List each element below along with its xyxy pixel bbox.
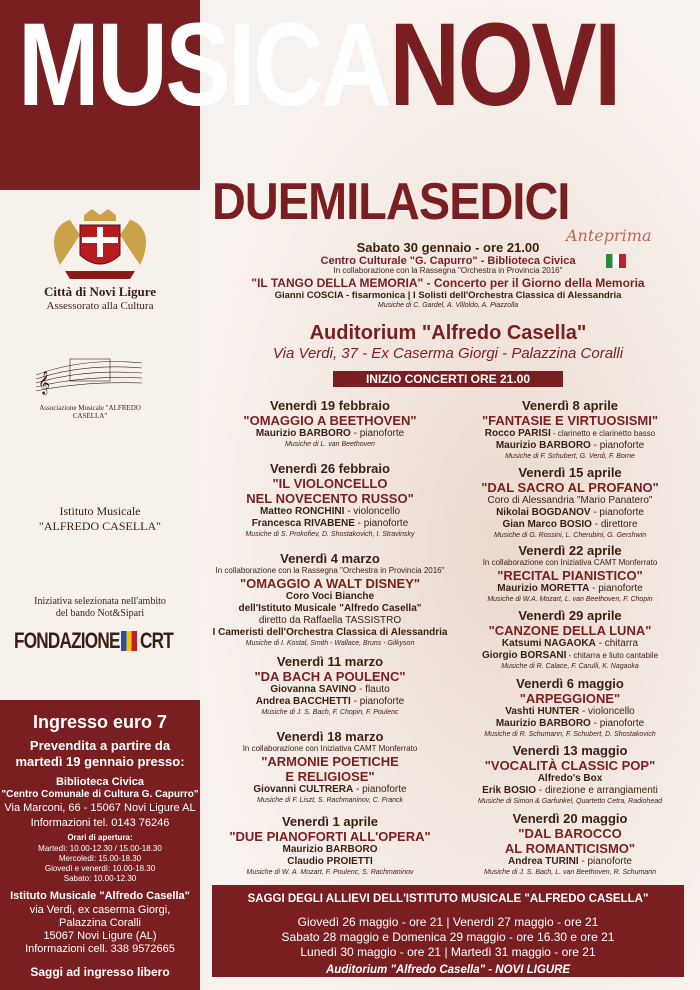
event-title: "DUE PIANOFORTI ALL'OPERA" [229,829,431,844]
anteprima-title: "IL TANGO DELLA MEMORIA" [251,276,424,290]
svg-text:𝄞: 𝄞 [38,372,50,394]
performer-name: Andrea TURINI [508,856,579,867]
performer-role: - pianoforte [590,440,645,451]
performer-name: Maurizio BARBORO [282,844,378,855]
istituto-name: Istituto Musicale "Alfredo Casella" [10,890,190,902]
orari-4: Sabato: 10.00-12.30 [63,874,137,883]
event-date: Venerdì 18 marzo [276,729,384,744]
performer-name: Giorgio BORSANI [481,650,567,661]
event-date: Venerdì 20 maggio [512,811,628,826]
event-title: "OMAGGIO A BEETHOVEN" [243,413,417,428]
saggi-line1: Giovedì 26 maggio - ore 21 | Venerdì 27 maggio - ore 21 [297,915,599,929]
performer-name: Maurizio BARBORO [495,718,591,729]
event-title: "FANTASIE E VIRTUOSISMI" [481,413,659,428]
event-title: "ARMONIE POETICHE [261,754,399,769]
anteprima-collab: In collaborazione con la Rassegna "Orchestra in Provincia 2016" [333,266,563,275]
music-staff-icon [34,355,144,400]
prevendita-line1: Prevendita a partire da [29,738,171,753]
event-right-5 [452,676,688,739]
venue-name: Auditorium "Alfredo Casella" [309,322,587,344]
event-music: Musiche di R. Schumann, F. Schubert, D. Shostakovich [484,731,656,738]
biblioteca: Biblioteca Civica [55,776,145,788]
event-date: Venerdì 13 maggio [512,743,628,758]
saggi-free-entry: Saggi ad ingresso libero [30,965,170,979]
ingresso-price: Ingresso euro 7 [32,712,168,732]
fondazione-text: FONDAZIONE [14,628,120,653]
event-music: Musiche di J. S. Bach, L. van Beethoven, R. Schumann [484,869,656,876]
event-note: In collaborazione con Iniziativa CAMT Monferrato [242,744,418,753]
fondazione-crt-logo [14,628,189,656]
event-right-4 [452,608,688,671]
event-title-line2: AL ROMANTICISMO" [504,841,636,856]
event-right-7 [452,811,688,877]
performer-name: Coro di Alessandria "Mario Panatero" [487,495,653,506]
anteprima-performers: Gianni COSCIA - fisarmonica | I Solisti dell'Orchestra Classica di Alessandria [274,290,622,301]
performer-role: - violoncello [344,506,401,517]
start-time-banner: INIZIO CONCERTI ORE 21.00 [333,371,563,387]
performer-role: - pianoforte [590,507,644,518]
event-music: Musiche di Simon & Garfunkel, Quartetto Cetra, Radiohead [477,798,663,805]
event-title: "DAL SACRO AL PROFANO" [481,480,659,495]
performer-role: - pianoforte [350,428,405,439]
event-music: Musiche di S. Prokofiev, D. Shostakovich, I. Stravinsky [245,531,415,538]
association-name: Associazione Musicale "ALFREDO CASELLA" [39,404,141,420]
performer-role: - chitarra [595,638,639,649]
iniziativa-line1: Iniziativa selezionata nell'ambito [34,596,166,607]
saggi-venue: Auditorium "Alfredo Casella" - NOVI LIGURE [325,964,571,976]
event-left-1 [212,398,448,449]
performer-role: - flauto [356,684,390,695]
performer-name: Giovanna SAVINO [270,684,357,695]
event-title: "ARPEGGIONE" [519,691,621,706]
title-white-part: MUSICA [18,0,390,131]
event-date: Venerdì 15 aprile [518,465,622,480]
event-date: Venerdì 4 marzo [280,551,380,566]
saggi-box [212,885,684,977]
performer-role: - clarinetto e clarinetto basso [550,429,656,438]
anteprima-title-suffix: - Concerto per il Giorno della Memoria [423,276,645,290]
event-music: Musiche di R. Calace, F. Carulli, K. Nagaoka [501,663,639,670]
orari-3: Giovedì e venerdì: 10.00-18.30 [44,864,156,873]
event-title: "OMAGGIO A WALT DISNEY" [239,576,421,591]
subtitle: DUEMILASEDICI [212,173,570,231]
event-left-4 [212,654,448,717]
event-left-2 [212,461,448,539]
event-music: Musiche di F. Schubert, G. Verdi, F. Borne [505,453,635,460]
performer-role: - direzione e arrangiamenti [536,785,658,796]
performer-name: Nikolai BOGDANOV [496,507,591,518]
event-title: "IL VIOLONCELLO [272,476,388,491]
performer-name: Giovanni CULTRERA [253,784,354,795]
event-left-6 [212,814,448,877]
performer-name: dell'Istituto Musicale "Alfredo Casella" [238,603,422,614]
performer-name: Vashti HUNTER [505,706,580,717]
event-date: Venerdì 26 febbraio [270,461,390,476]
event-title-line2: E RELIGIOSE" [285,769,375,784]
performer-role: - violoncello [579,706,635,717]
anteprima-venue: Centro Culturale "G. Capurro" - Biblioteca Civica [320,255,576,267]
event-date: Venerdì 8 aprile [521,398,619,413]
event-title: "DA BACH A POULENC" [254,669,406,684]
event-date: Venerdì 1 aprile [281,814,379,829]
performer-name: Alfredo's Box [537,773,603,784]
event-date: Venerdì 29 aprile [518,608,622,623]
event-right-3 [452,543,688,604]
city-name: Città di Novi Ligure [43,284,157,299]
saggi-line3: Lunedì 30 maggio - ore 21 | Martedì 31 maggio - ore 21 [300,945,596,959]
performer-name: Erik BOSIO [482,785,537,796]
anteprima-date: Sabato 30 gennaio - ore 21.00 [356,240,540,255]
istituto-line1: Istituto Musicale [59,504,141,518]
orari-2: Mercoledì: 15.00-18.30 [58,854,142,863]
event-music: Musiche di F. Liszt, S. Rachmaninov, C. Franck [256,797,403,804]
main-title [18,0,619,131]
anteprima-title-line [212,276,684,290]
istituto-address-1: via Verdi, ex caserma Giorgi, [29,904,171,916]
event-note: In collaborazione con la Rassegna "Orchestra in Provincia 2016" [215,566,445,575]
venue-address: Via Verdi, 37 - Ex Caserma Giorgi - Palazzina Coralli [272,345,624,362]
event-left-3 [212,551,448,648]
performer-role: - pianoforte [589,583,643,594]
city-crest-icon [40,205,160,285]
event-date: Venerdì 6 maggio [516,676,624,691]
performer-role: - pianoforte [350,696,405,707]
istituto-line2: "ALFREDO CASELLA" [38,519,162,533]
performer-name: Rocco PARISI [484,428,551,439]
performer-name: Katsumi NAGAOKA [501,638,596,649]
event-title: "RECITAL PIANISTICO" [497,568,643,583]
performer-name: Maurizio BARBORO [495,440,591,451]
performer-role: - direttore [591,519,638,530]
biblioteca-address: Via Marconi, 66 - 15067 Novi Ligure AL [4,802,196,814]
performer-role: - pianoforte [353,784,407,795]
biblioteca-centro: "Centro Comunale di Cultura G. Capurro" [1,789,199,800]
event-music: Musiche di G. Rossini, L. Cherubini, G. Gershwin [493,532,647,539]
event-right-6 [452,743,688,806]
event-music: Musiche di L. van Beethoven [285,441,375,448]
performer-role: - chitarra e liuto cantabile [566,651,659,660]
event-left-5 [212,729,448,805]
event-date: Venerdì 11 marzo [276,654,384,669]
event-note: In collaborazione con Iniziativa CAMT Monferrato [482,558,658,567]
anteprima-music: Musiche di C. Gardel, A. Villoldo, A. Piazzolla [377,302,519,309]
event-right-2 [452,465,688,540]
performer-direction: diretto da Raffaella TASSISTRO [258,615,402,626]
event-music: Musiche di W.A. Mozart, L. van Beethoven, F. Chopin [487,596,653,603]
iniziativa-line2: del bando Not&Sipari [55,608,145,619]
orari-label: Orari di apertura: [67,833,133,842]
performer-role: - pianoforte [354,518,409,529]
event-title-line2: NEL NOVECENTO RUSSO" [246,491,414,506]
performer-role: - pianoforte [578,856,632,867]
performer-name: Maurizio BARBORO [255,428,351,439]
title-red-part: NOVI [389,0,619,131]
performer-name: Matteo RONCHINI [259,506,345,517]
prevendita-line2: martedì 19 gennaio presso: [15,754,185,769]
italy-flag-icon [606,254,626,268]
performer-name: Gian Marco BOSIO [502,519,592,530]
performer-role: - pianoforte [590,718,645,729]
istituto-phone: Informazioni cell. 338 9572665 [25,943,175,955]
orari-1: Martedì: 10.00-12.30 / 15.00-18.30 [38,844,162,853]
istituto-address-2: Palazzina Coralli [59,917,141,929]
event-title: "VOCALITÀ CLASSIC POP" [484,758,656,773]
event-title: "DAL BAROCCO [518,826,622,841]
performer-name: Andrea BACCHETTI [255,696,351,707]
performer-name: I Cameristi dell'Orchestra Classica di Alessandria [212,627,448,638]
saggi-heading: SAGGI DEGLI ALLIEVI DELL'ISTITUTO MUSICALE "ALFREDO CASELLA" [247,893,649,905]
event-music: Musiche di J. S. Bach, F. Chopin, F. Poulenc [261,709,399,716]
anteprima-label: Anteprima [566,226,652,245]
event-right-1 [452,398,688,461]
biblioteca-phone: Informazioni tel. 0143 76246 [30,817,170,829]
assessorato: Assessorato alla Cultura [46,300,154,312]
event-date: Venerdì 22 aprile [518,543,622,558]
event-date: Venerdì 19 febbraio [270,398,390,413]
crt-text: CRT [140,628,173,653]
performer-name: Coro Voci Bianche [285,591,375,602]
event-music: Musiche di W. A. Mozart, F. Poulenc, S. Rachmaninov [246,869,414,876]
saggi-line2: Sabato 28 maggio e Domenica 29 maggio - ore 16.30 e ore 21 [281,930,615,944]
flag-icon [121,631,137,651]
event-music: Musiche di I. Kostal, Smith - Wallace, Bruns - Gilkyson [245,640,415,647]
performer-name: Claudio PROIETTI [287,856,373,867]
istituto-address-3: 15067 Novi Ligure (AL) [43,930,157,942]
performer-name: Francesca RIVABENE [251,518,355,529]
performer-name: Maurizio MORETTA [497,583,590,594]
event-title: "CANZONE DELLA LUNA" [488,623,652,638]
